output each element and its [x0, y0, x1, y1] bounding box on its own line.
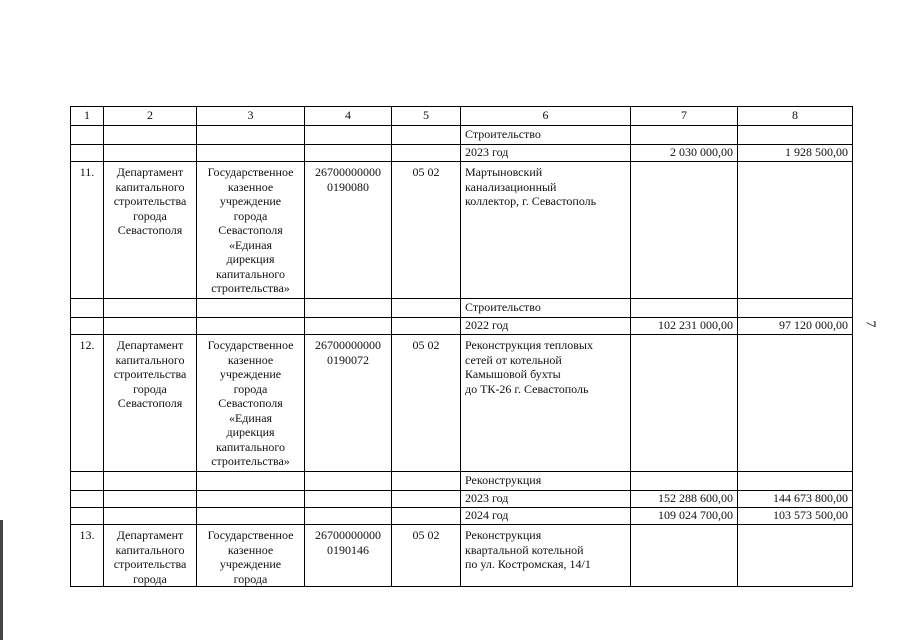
empty-cell [197, 145, 305, 162]
department-cell: Департамент капитального строительства города [104, 525, 197, 587]
year-cell: 2023 год [461, 491, 631, 508]
table-row [71, 472, 853, 491]
empty-cell [197, 491, 305, 508]
section-cell: 05 02 [392, 335, 461, 472]
institution-cell: Государственное казенное учреждение города Севастополя «Единая дирекция капитального строительства» [197, 335, 305, 472]
header-row [71, 107, 853, 126]
empty-cell [305, 145, 392, 162]
amount-cell: 109 024 700,00 [631, 508, 738, 525]
empty-cell [631, 472, 738, 491]
empty-cell [71, 472, 104, 491]
header-cell: 6 [461, 107, 631, 126]
table-row [71, 508, 853, 525]
amount-cell: 102 231 000,00 [631, 318, 738, 335]
amount-cell: 152 288 600,00 [631, 491, 738, 508]
empty-cell [71, 126, 104, 145]
code-cell: 26700000000 0190080 [305, 162, 392, 299]
empty-cell [305, 299, 392, 318]
table-row [71, 525, 853, 587]
header-cell: 8 [738, 107, 853, 126]
amount-cell: 144 673 800,00 [738, 491, 853, 508]
object-name-cell: Мартыновский канализационный коллектор, г. Севастополь [461, 162, 631, 299]
empty-cell [392, 145, 461, 162]
empty-cell [392, 318, 461, 335]
empty-cell [197, 472, 305, 491]
empty-cell [104, 299, 197, 318]
year-cell: 2024 год [461, 508, 631, 525]
empty-cell [738, 525, 853, 587]
empty-cell [631, 162, 738, 299]
table-row [71, 491, 853, 508]
object-name-cell: Реконструкция тепловых сетей от котельной Камышовой бухты до ТК-26 г. Севастополь [461, 335, 631, 472]
amount-cell: 1 928 500,00 [738, 145, 853, 162]
work-type-cell: Реконструкция [461, 472, 631, 491]
empty-cell [104, 472, 197, 491]
work-type-cell: Строительство [461, 126, 631, 145]
empty-cell [305, 318, 392, 335]
empty-cell [738, 335, 853, 472]
table-row [71, 126, 853, 145]
table-row [71, 299, 853, 318]
header-cell: 3 [197, 107, 305, 126]
empty-cell [392, 126, 461, 145]
amount-cell: 97 120 000,00 [738, 318, 853, 335]
empty-cell [738, 162, 853, 299]
empty-cell [631, 299, 738, 318]
empty-cell [738, 299, 853, 318]
empty-cell [392, 472, 461, 491]
header-cell: 1 [71, 107, 104, 126]
header-cell: 7 [631, 107, 738, 126]
header-cell: 5 [392, 107, 461, 126]
empty-cell [71, 491, 104, 508]
empty-cell [631, 126, 738, 145]
table-row [71, 145, 853, 162]
table-row [71, 318, 853, 335]
table-row [71, 162, 853, 299]
row-number-cell: 11. [71, 162, 104, 299]
department-cell: Департамент капитального строительства города Севастополя [104, 335, 197, 472]
page-edge-shadow [0, 520, 3, 640]
department-cell: Департамент капитального строительства города Севастополя [104, 162, 197, 299]
empty-cell [305, 508, 392, 525]
table-row [71, 335, 853, 472]
institution-cell: Государственное казенное учреждение города [197, 525, 305, 587]
empty-cell [104, 145, 197, 162]
amount-cell: 2 030 000,00 [631, 145, 738, 162]
section-cell: 05 02 [392, 525, 461, 587]
empty-cell [71, 318, 104, 335]
header-cell: 4 [305, 107, 392, 126]
empty-cell [104, 508, 197, 525]
empty-cell [104, 318, 197, 335]
empty-cell [71, 145, 104, 162]
work-type-cell: Строительство [461, 299, 631, 318]
empty-cell [738, 126, 853, 145]
empty-cell [197, 508, 305, 525]
empty-cell [738, 472, 853, 491]
section-cell: 05 02 [392, 162, 461, 299]
empty-cell [392, 508, 461, 525]
empty-cell [197, 299, 305, 318]
year-cell: 2022 год [461, 318, 631, 335]
empty-cell [305, 472, 392, 491]
empty-cell [305, 126, 392, 145]
empty-cell [305, 491, 392, 508]
empty-cell [71, 299, 104, 318]
year-cell: 2023 год [461, 145, 631, 162]
empty-cell [104, 491, 197, 508]
header-cell: 2 [104, 107, 197, 126]
page-number: 7 [862, 320, 878, 328]
empty-cell [71, 508, 104, 525]
institution-cell: Государственное казенное учреждение города Севастополя «Единая дирекция капитального строительства» [197, 162, 305, 299]
budget-table [70, 106, 853, 587]
object-name-cell: Реконструкция квартальной котельной по ул. Костромская, 14/1 [461, 525, 631, 587]
row-number-cell: 13. [71, 525, 104, 587]
empty-cell [631, 525, 738, 587]
empty-cell [197, 318, 305, 335]
empty-cell [197, 126, 305, 145]
code-cell: 26700000000 0190072 [305, 335, 392, 472]
empty-cell [392, 491, 461, 508]
amount-cell: 103 573 500,00 [738, 508, 853, 525]
empty-cell [631, 335, 738, 472]
empty-cell [104, 126, 197, 145]
row-number-cell: 12. [71, 335, 104, 472]
code-cell: 26700000000 0190146 [305, 525, 392, 587]
empty-cell [392, 299, 461, 318]
